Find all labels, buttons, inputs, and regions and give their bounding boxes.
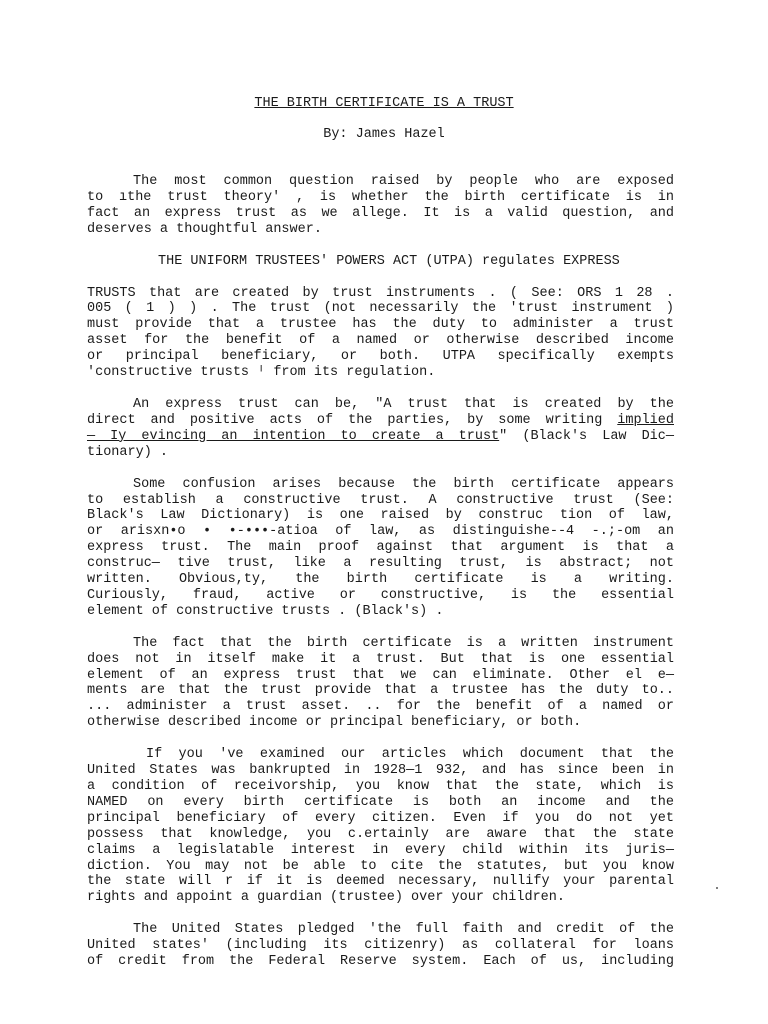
paragraph-5 [87, 636, 674, 731]
paragraph-line: otherwise described income or principal beneficiary, or both. [87, 715, 582, 731]
paragraph-line: The fact that the birth certificate is a written instrument [133, 635, 674, 651]
paragraph-line: does not in itself make it a trust. But that is one essential [87, 651, 674, 667]
paragraph-line: An express trust can be, "A trust that is created by the [133, 396, 674, 412]
document-body [87, 174, 674, 970]
paragraph-line: TRUSTS that are created by trust instruments . ( See: ORS 1 28 . [87, 285, 674, 301]
paragraph-line: element of constructive trusts . (Black's) . [87, 603, 444, 619]
paragraph-line [87, 413, 674, 429]
paragraph-line: 005 ( 1 ) ) . The trust (not necessarily the 'trust instrument ) [87, 301, 674, 317]
paragraph-line: to establish a constructive trust. A constructive trust (See: [87, 492, 674, 508]
paragraph-2 [87, 286, 674, 381]
paragraph-line: to ıthe trust theory' , is whether the birth certificate is in [87, 189, 674, 205]
paragraph-line: ments are that the trust provide that a trustee has the duty to.. [87, 683, 674, 699]
paragraph-line: If you 've examined our articles which document that the [146, 747, 674, 763]
paragraph-line: principal beneficiary of every citizen. Even if you do not yet [87, 810, 674, 826]
paragraph-line: the state will r if it is deemed necessary, nullify your parental [87, 874, 674, 890]
paragraph-line: NAMED on every birth certificate is both an income and the [87, 794, 674, 810]
underlined-text: implied [617, 412, 674, 428]
paragraph-line: must provide that a trustee has the duty to administer a trust [87, 317, 674, 333]
paragraph-line: construc— tive trust, like a resulting trust, is abstract; not [87, 556, 674, 572]
paragraph-line: fact an express trust as we allege. It is a valid question, and [87, 205, 674, 221]
paragraph-line: possess that knowledge, you c.ertainly are aware that the state [87, 826, 674, 842]
paragraph-line: THE UNIFORM TRUSTEES' POWERS ACT (UTPA) regulates EXPRESS [158, 253, 620, 269]
paragraph-line: claims a legislatable interest in every child within its juris— [87, 842, 674, 858]
paragraph-line: a condition of receivorship, you know that the state, which is [87, 779, 674, 794]
scan-speck [716, 887, 718, 889]
paragraph-line: Some confusion arises because the birth certificate appears [133, 476, 674, 492]
paragraph-line: Curiously, fraud, active or constructive, is the essential [87, 587, 674, 603]
paragraph-3 [87, 397, 674, 461]
paragraph-line: Black's Law Dictionary) is one raised by construc tion of law, [87, 508, 674, 524]
paragraph-line: express trust. The main proof against that argument is that a [87, 540, 674, 556]
paragraph-line: The most common question raised by people who are exposed [133, 174, 674, 189]
paragraph-line: rights and appoint a guardian (trustee) over your children. [87, 890, 565, 906]
paragraph-line: 'constructive trusts ᴵ from its regulation. [87, 365, 436, 381]
paragraph-line [87, 429, 674, 445]
paragraph-line: of credit from the Federal Reserve system. Each of us, including [87, 954, 674, 970]
paragraph-line: or arisxn•o • •-•••-atioa of law, as distinguishe--4 -.;-om an [87, 524, 674, 540]
paragraph-text: " (Black's Law Dic— [499, 428, 674, 444]
paragraph-line: element of an express trust that we can eliminate. Other el e— [87, 667, 674, 683]
paragraph-2-heading [87, 254, 674, 270]
document-title [0, 96, 768, 112]
paragraph-1 [87, 174, 674, 238]
paragraph-line: ... administer a trust asset. .. for the benefit of a named or [87, 699, 674, 715]
paragraph-6 [87, 747, 674, 906]
underlined-text: — Iy evincing an intention to create a trust [87, 428, 500, 444]
paragraph-line: United states' (including its citizenry) as collateral for loans [87, 938, 674, 954]
paragraph-4 [87, 477, 674, 620]
paragraph-line: or principal beneficiary, or both. UTPA specifically exempts [87, 349, 674, 365]
paragraph-line: written. Obvious,ty, the birth certificate is a writing. [87, 572, 674, 588]
paragraph-line: asset for the benefit of a named or otherwise described income [87, 333, 674, 349]
paragraph-line: The United States pledged 'the full faith and credit of the [133, 922, 674, 938]
paragraph-text: direct and positive acts of the parties, by some writing [87, 412, 618, 428]
document-title-text: THE BIRTH CERTIFICATE IS A TRUST [254, 96, 514, 111]
paragraph-line: United States was bankrupted in 1928—1 932, and has since been in [87, 763, 674, 779]
paragraph-line: deserves a thoughtful answer. [87, 221, 322, 237]
document-byline: By: James Hazel [323, 127, 445, 142]
paragraph-line: tionary) . [87, 444, 169, 460]
paragraph-line: diction. You may not be able to cite the statutes, but you know [87, 858, 674, 874]
paragraph-7 [87, 922, 674, 970]
